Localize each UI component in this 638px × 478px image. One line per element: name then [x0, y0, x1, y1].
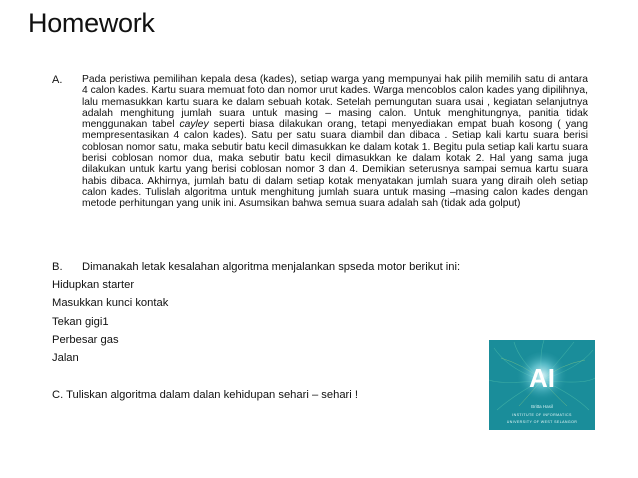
- step-1: Hidupkan starter: [52, 279, 135, 291]
- item-b-text: Dimanakah letak kesalahan algoritma menjalankan spseda motor berikut ini:: [82, 261, 461, 273]
- item-a-paragraph: [82, 74, 588, 210]
- step-5: Jalan: [52, 352, 79, 364]
- item-c-text: C. Tuliskan algoritma dalam dalan kehidupan sehari – sehari !: [52, 389, 358, 401]
- institute-logo-image: [489, 340, 595, 430]
- step-3: Tekan gigi1: [52, 316, 109, 328]
- step-2: Masukkan kunci kontak: [52, 297, 169, 309]
- item-a-text-2: seperti biasa dilakukan orang, tetapi menyediakan empat buah kosong ( yang mempresentasikan 4 calon kades). Satu per satu suara diambil dan dibaca . Setiap kali kartu suara berisi coblosan nomor satu, maka sebutir batu kecil dimasukkan ke dalam kotak 1. Begitu pula setiap kali kartu suara berisi coblosan nomor dua, maka sebutir batu kecil dimasukkan ke dalam kotak 2. Hal yang sama juga dilakukan untuk kartu yang berisi coblosan nomor 3 dan 4. Demikian seterusnya sampai semua kartu suara habis dibaca. Akhirnya, jumlah batu di dalam setiap kotak menyatakan jumlah suara yang diraih oleh setiap calon kades. Tulislah algoritma untuk menghitung jumlah suara untuk masing –masing calon kades dengan metode perhitungan yang unik ini. Asumsikan bahwa semua suara adalah sah (tidak ada golput): [82, 119, 588, 210]
- logo-mark: AI: [529, 363, 555, 393]
- item-a-text-1: Pada peristiwa pemilihan kepala desa (kades), setiap warga yang mempunyai hak pilih memilih satu di antara 4 calon kades. Kartu suara memuat foto dan nomor urut kades. Warga mencoblos calon kades yang dipilihnya, lalu memasukkan kartu suara ke dalam sebuah kotak. Setelah pemungutan suara usai , kegiatan selanjutnya adalah menghitung jumlah suara untuk masing – masing calon. Untuk menghitungnya, panitia tidak menggunakan tabel: [82, 74, 588, 131]
- step-4: Perbesar gas: [52, 334, 119, 346]
- page-title: Homework: [28, 8, 155, 38]
- item-a-marker: A.: [52, 74, 63, 86]
- item-b-marker: B.: [52, 261, 63, 273]
- logo-line-2: INSTITUTE OF INFORMATICS: [512, 413, 572, 417]
- logo-line-1: Britta Hasil: [531, 404, 553, 409]
- logo-line-3: UNIVERSITY OF WEST SELANGOR: [506, 420, 578, 424]
- logo-graphic: [489, 340, 595, 430]
- item-a-italic-term: cayley: [179, 119, 209, 131]
